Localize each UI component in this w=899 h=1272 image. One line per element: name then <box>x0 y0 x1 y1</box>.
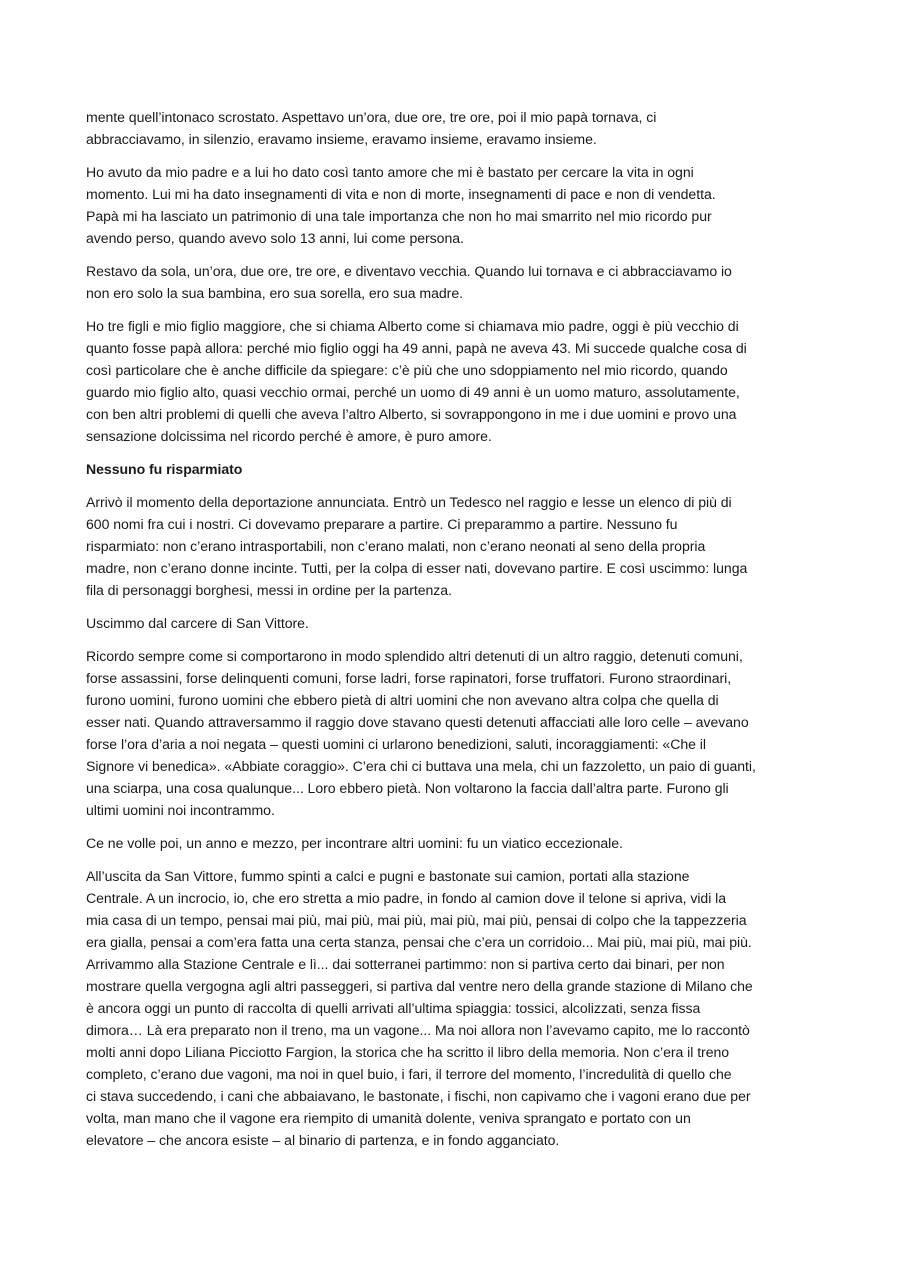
text-line: Arrivammo alla Stazione Centrale e lì... dai sotterranei partimmo: non si partiva certo dai binari, per non <box>86 956 725 972</box>
text-line: Restavo da sola, un’ora, due ore, tre ore, e diventavo vecchia. Quando lui tornava e ci abbracciavamo io <box>86 263 732 279</box>
paragraph <box>86 106 818 150</box>
text-line: Papà mi ha lasciato un patrimonio di una tale importanza che non ho mai smarrito nel mio ricordo pur <box>86 208 712 224</box>
text-line: All’uscita da San Vittore, fummo spinti a calci e pugni e bastonate sui camion, portati alla stazione <box>86 868 690 884</box>
text-line: avendo perso, quando avevo solo 13 anni, lui come persona. <box>86 230 464 246</box>
text-line: completo, c’erano due vagoni, ma noi in quel buio, i fari, il terrore del momento, l’incredulità di quello che <box>86 1066 732 1082</box>
text-line: risparmiato: non c’erano intrasportabili, non c’erano malati, non c’erano neonati al seno della propria <box>86 538 706 554</box>
text-line: Ho tre figli e mio figlio maggiore, che si chiama Alberto come si chiamava mio padre, oggi è più vecchio di <box>86 318 739 334</box>
text-line: forse l’ora d’aria a noi negata – questi uomini ci urlarono benedizioni, saluti, incoraggiamenti: «Che il <box>86 736 706 752</box>
text-line: Arrivò il momento della deportazione annunciata. Entrò un Tedesco nel raggio e lesse un elenco di più di <box>86 494 732 510</box>
paragraph <box>86 832 818 854</box>
text-line: Ce ne volle poi, un anno e mezzo, per incontrare altri uomini: fu un viatico eccezionale. <box>86 835 623 851</box>
text-line: una sciarpa, una cosa qualunque... Loro ebbero pietà. Non voltarono la faccia dall’altra parte. Furono gli <box>86 780 729 796</box>
section-heading <box>86 458 818 480</box>
text-line: Uscimmo dal carcere di San Vittore. <box>86 615 309 631</box>
text-line: fila di personaggi borghesi, messi in ordine per la partenza. <box>86 582 452 598</box>
text-line: dimora… Là era preparato non il treno, ma un vagone... Ma noi allora non l’avevamo capito, me lo raccontò <box>86 1022 750 1038</box>
text-line: abbracciavamo, in silenzio, eravamo insieme, eravamo insieme, eravamo insieme. <box>86 131 597 147</box>
text-line: quanto fosse papà allora: perché mio figlio oggi ha 49 anni, papà ne aveva 43. Mi succede qualche cosa di <box>86 340 747 356</box>
text-line: momento. Lui mi ha dato insegnamenti di vita e non di morte, insegnamenti di pace e non di vendetta. <box>86 186 716 202</box>
text-line: sensazione dolcissima nel ricordo perché è amore, è puro amore. <box>86 428 492 444</box>
paragraph <box>86 315 818 447</box>
text-line: mente quell’intonaco scrostato. Aspettavo un’ora, due ore, tre ore, poi il mio papà tornava, ci <box>86 109 657 125</box>
paragraph <box>86 260 818 304</box>
text-line: è ancora oggi un punto di raccolta di quelli arrivati all’ultima spiaggia: tossici, alcolizzati, senza fissa <box>86 1000 701 1016</box>
text-line: ci stava succedendo, i cani che abbaiavano, le bastonate, i fischi, non capivamo che i vagoni erano due per <box>86 1088 751 1104</box>
text-line: furono uomini, furono uomini che ebbero pietà di altri uomini che non avevano altra colpa che quella di <box>86 692 719 708</box>
text-line: guardo mio figlio alto, quasi vecchio ormai, perché un uomo di 49 anni è un uomo maturo, assolutamente, <box>86 384 740 400</box>
text-line: Signore vi benedica». «Abbiate coraggio». C’era chi ci buttava una mela, chi un fazzoletto, un paio di guanti, <box>86 758 756 774</box>
text-line: non ero solo la sua bambina, ero sua sorella, ero sua madre. <box>86 285 463 301</box>
text-line: Ricordo sempre come si comportarono in modo splendido altri detenuti di un altro raggio, detenuti comuni, <box>86 648 743 664</box>
text-line: Centrale. A un incrocio, io, che ero stretta a mio padre, in fondo al camion dove il telone si apriva, vidi la <box>86 890 727 906</box>
text-line: molti anni dopo Liliana Picciotto Fargion, la storica che ha scritto il libro della memoria. Non c’era il treno <box>86 1044 730 1060</box>
text-line: mia casa di un tempo, pensai mai più, mai più, mai più, mai più, mai più, pensai di colpo che la tappezzeria <box>86 912 747 928</box>
text-line: con ben altri problemi di quelli che aveva l’altro Alberto, si sovrappongono in me i due uomini e provo una <box>86 406 737 422</box>
text-line: elevatore – che ancora esiste – al binario di partenza, e in fondo agganciato. <box>86 1132 560 1148</box>
text-line: madre, non c’erano donne incinte. Tutti, per la colpa di esser nati, dovevano partire. E così uscimmo: lunga <box>86 560 748 576</box>
paragraph <box>86 161 818 249</box>
document-page <box>86 106 818 1162</box>
text-line: Ho avuto da mio padre e a lui ho dato così tanto amore che mi è bastato per cercare la vita in ogni <box>86 164 694 180</box>
text-line: Nessuno fu risparmiato <box>86 461 243 477</box>
text-line: così particolare che è anche difficile da spiegare: c’è più che uno sdoppiamento nel mio ricordo, quando <box>86 362 728 378</box>
text-line: 600 nomi fra cui i nostri. Ci dovevamo preparare a partire. Ci preparammo a partire. Nessuno fu <box>86 516 678 532</box>
text-line: volta, man mano che il vagone era riempito di umanità dolente, veniva sprangato e portato con un <box>86 1110 691 1126</box>
paragraph <box>86 865 818 1151</box>
text-line: forse assassini, forse delinquenti comuni, forse ladri, forse rapinatori, forse truffatori. Furono straordinari, <box>86 670 732 686</box>
paragraph <box>86 491 818 601</box>
text-line: mostrare quella vergogna agli altri passeggeri, si partiva dal ventre nero della grande stazione di Milano che <box>86 978 753 994</box>
paragraph <box>86 645 818 821</box>
paragraph <box>86 612 818 634</box>
text-line: era gialla, pensai a com’era fatta una certa stanza, pensai che c’era un corridoio... Mai più, mai più, mai più. <box>86 934 752 950</box>
text-line: esser nati. Quando attraversammo il raggio dove stavano questi detenuti affacciati alle loro celle – avevano <box>86 714 749 730</box>
text-line: ultimi uomini noi incontrammo. <box>86 802 275 818</box>
